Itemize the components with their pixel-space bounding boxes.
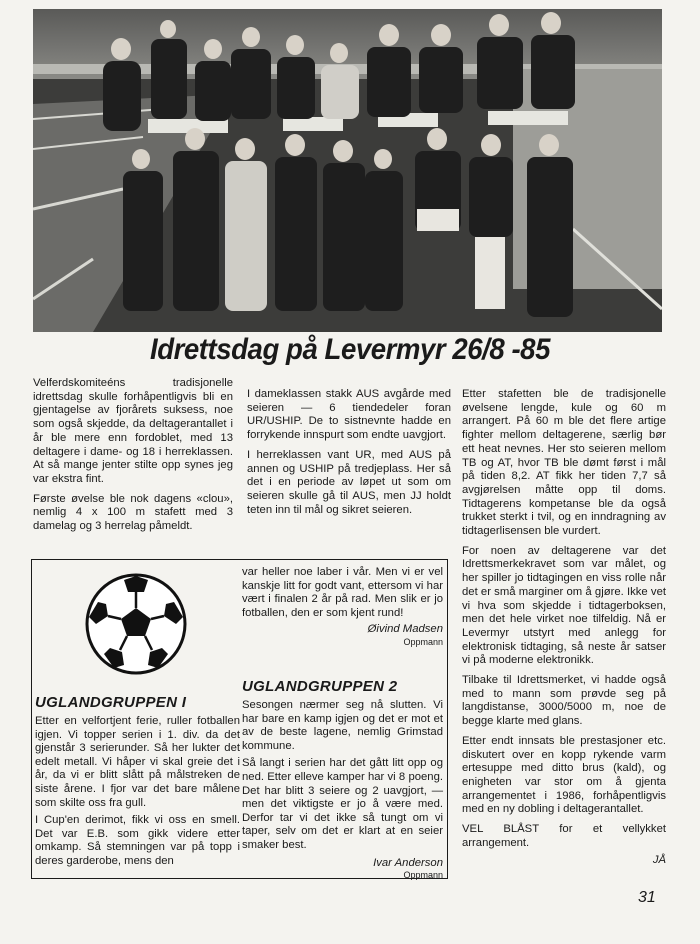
page-number: 31 [638, 889, 656, 906]
paragraph: Første øvelse ble nok dagens «clou», nemlig 4 x 100 m stafett med 3 damelag og 3 herrelag påmeldt. [33, 492, 233, 533]
signature-name: Ivar Anderson [373, 856, 443, 869]
team-group-photo [33, 9, 662, 332]
paragraph: Så langt i serien har det gått litt opp og ned. Etter elleve kamper har vi 8 poeng. Det har blitt 3 seiere og 2 uavgjort, — men det viktigste er jo å være med. Derfor tar vi det ikke så tungt om vi taper, selv om det er klart at en seier smaker best. [242, 757, 443, 851]
paragraph: Etter en velfortjent ferie, ruller fotballen igjen. Vi topper serien i 1. div. da det gjenstår 3 serierunder. Så her lukter det edelt metall. Vi håper vi skal greie det i år, da vi er blitt slått på målstreken de siste årene. I fjor var det bare målene som skilte oss fra gull. [35, 715, 240, 809]
article-column-3 [462, 388, 666, 867]
football-report-box [31, 559, 448, 879]
paragraph: I herreklassen vant UR, med AUS på annen og USHIP på tredjeplass. Her så det i en periode av løpet ut som om seieren skulle gå til AUS, men JJ holdt teten inn til mål og sikret seieren. [247, 448, 451, 516]
paragraph: I dameklassen stakk AUS avgårde med seieren — 6 tiendedeler foran UR/USHIP. De to sistnevnte hadde en forrykende innspurt som endte uavgjort. [247, 388, 451, 442]
uglandgruppen-2-section [242, 678, 443, 885]
signature-name: Øivind Madsen [367, 623, 443, 636]
article-column-2 [247, 388, 451, 523]
football-icon [84, 572, 188, 681]
paragraph: Etter stafetten ble de tradisjonelle øvelsene lengde, kule og 60 m arrangert. På 60 m ble det flere artige fighter mellom deltagerene, særlig bør ett heat nevnes. Her sto seieren mellom TB og AT, hvor TB ble dømt først i mål på tiden 8,2. AT fikk her tiden 7,7 så avgjørelsen måtte opp til doms. Tidtagerens kompetanse ble da også trukket sterkt i tvil, og en inndragning av tidtagerlisensen ble vurdert. [462, 388, 666, 538]
signature-role: Oppmann [403, 870, 443, 881]
article-column-1 [33, 377, 233, 540]
paragraph: Velferdskomiteéns tradisjonelle idrettsdag skulle forhåpentligvis bli en gjentagelse av fjorårets suksess, noe som også skjedde, da deltagerantallet i år ble mere enn fordoblet, med 13 deltagere i dame- og 18 i herreklassen. At så mange jenter stilte opp synes jeg var ekstra fint. [33, 377, 233, 485]
uglandgruppen-1-continued [242, 566, 443, 652]
paragraph: Tilbake til Idrettsmerket, vi hadde også med to mann som prøvde seg på langdistanse, 3000/5000 m, noe de begge klarte med glans. [462, 674, 666, 728]
section-heading: UGLANDGRUPPEN 2 [242, 678, 398, 695]
paragraph: VEL BLÅST for et vellykket arrangement. [462, 823, 666, 849]
paragraph: Etter endt innsats ble prestasjoner etc. diskutert over en kopp rykende varm ertesuppe med ditto brus (kald), og enigheten var stor om å gjenta arrangementet i 1986, forhåpentligvis med en ny dobling i deltagerantallet. [462, 734, 666, 816]
paragraph: For noen av deltagerene var det Idrettsmerkekravet som var målet, og her spiller jo tidtagingen en viss rolle når det er små marginer om å gjøre. Ikke vet vi hva som skjedde i tidtagerboksen, men det hele virket noe tilfeldig. Nå er Levermyr utstyrt med anlegg for elektronisk tidtaging, så neste år satser vi på moderne elektronikk. [462, 544, 666, 667]
signature-role: Oppmann [403, 636, 443, 647]
paragraph: Sesongen nærmer seg nå slutten. Vi har bare en kamp igjen og det er mot et av de beste lagene, nemlig Grimstad kommune. [242, 699, 443, 752]
uglandgruppen-1-section [35, 694, 240, 873]
paragraph: var heller noe laber i vår. Men vi er vel kanskje litt for godt vant, ettersom vi har vært i finalen 2 år på rad. Men slik er jo fotballen, den er som kjent rund! [242, 566, 443, 619]
author-initials: JÅ [652, 853, 666, 866]
section-heading: UGLANDGRUPPEN I [35, 694, 187, 711]
article-headline: Idrettsdag på Levermyr 26/8 -85 [150, 333, 550, 366]
paragraph: I Cup'en derimot, fikk vi oss en smell. Det var E.B. som gikk videre etter omkamp. Så stemningen var på topp i deres garderobe, mens den [35, 814, 240, 867]
